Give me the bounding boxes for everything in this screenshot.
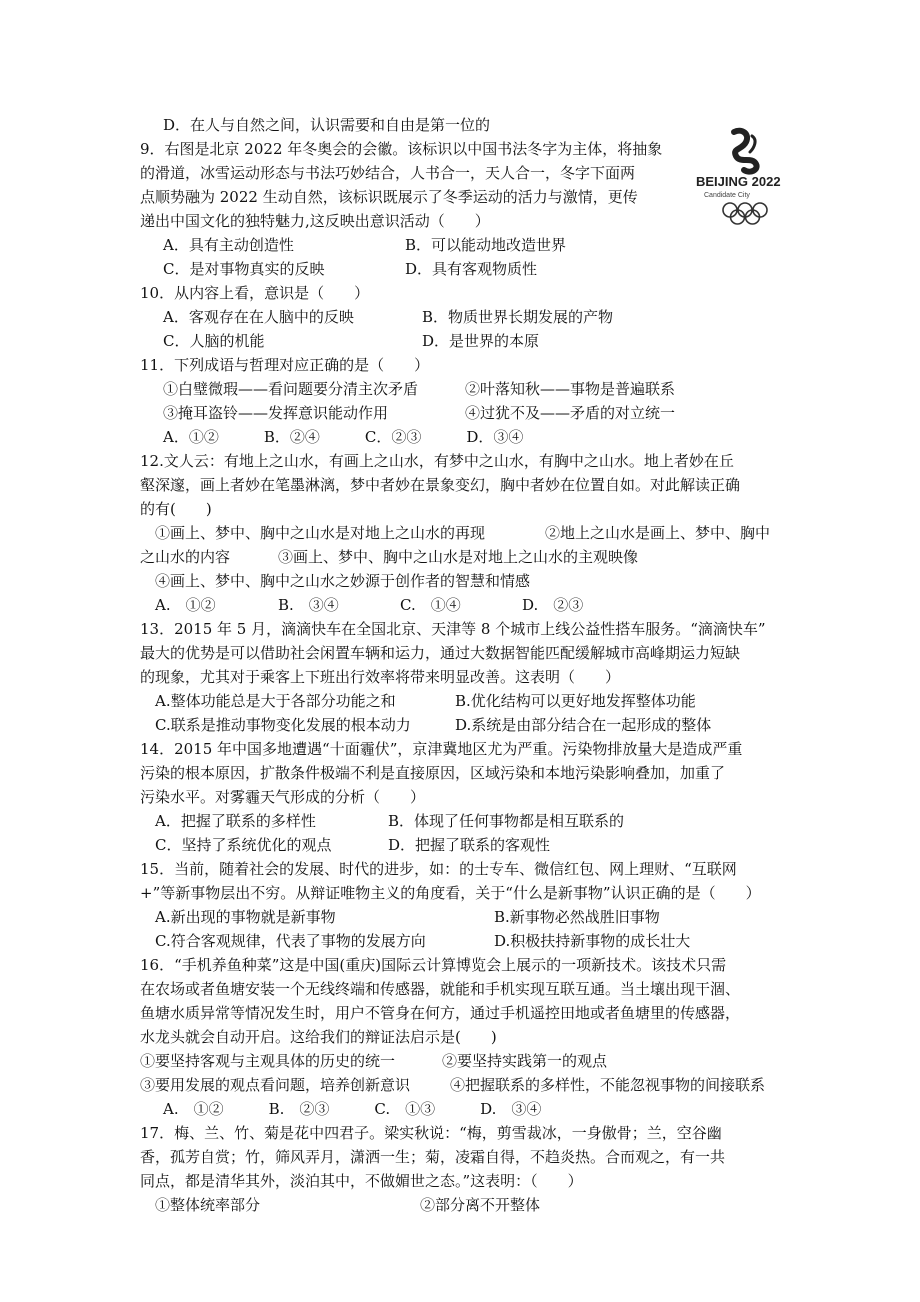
q16-stem-line1: 16．“手机养鱼种菜”这是中国(重庆)国际云计算博览会上展示的一项新技术。该技术只需 xyxy=(140,956,727,974)
q13-stem-line3: 的现象，尤其对于乘客上下班出行效率将带来明显改善。这表明（ ） xyxy=(140,668,621,686)
q11-item-4: ④过犹不及——矛盾的对立统一 xyxy=(465,404,676,422)
q13-option-d: D.系统是由部分结合在一起形成的整体 xyxy=(455,716,712,734)
q12-option-b: B. ③④ xyxy=(278,596,339,614)
q16-item-2: ②要坚持实践第一的观点 xyxy=(442,1052,608,1070)
beijing-2022-emblem xyxy=(692,126,802,226)
q12-item-4: ④画上、梦中、胸中之山水之妙源于创作者的智慧和情感 xyxy=(155,572,531,590)
q12-stem-line2: 壑深邃，画上者妙在笔墨淋漓，梦中者妙在景象变幻，胸中者妙在位置自如。对此解读正确 xyxy=(140,476,741,494)
q13-option-c: C.联系是推动事物变化发展的根本动力 xyxy=(155,716,411,734)
q12-item-1: ①画上、梦中、胸中之山水是对地上之山水的再现 xyxy=(155,524,486,542)
q11-stem: 11．下列成语与哲理对应正确的是（ ） xyxy=(140,356,430,374)
q9-stem-line1: 9．右图是北京 2022 年冬奥会的会徽。该标识以中国书法冬字为主体，将抽象 xyxy=(140,140,663,158)
q12-stem-line1: 12.文人云：有地上之山水，有画上之山水，有梦中之山水，有胸中之山水。地上者妙在丘 xyxy=(140,452,734,470)
q10-option-c: C．人脑的机能 xyxy=(163,332,265,350)
q16-item-4: ④把握联系的多样性，不能忽视事物的间接联系 xyxy=(450,1076,766,1094)
q17-item-1: ①整体统率部分 xyxy=(155,1196,261,1214)
q13-option-b: B.优化结构可以更好地发挥整体功能 xyxy=(455,692,696,710)
q9-stem-line3: 点顺势融为 2022 生动自然，该标识既展示了冬季运动的活力与激情，更传 xyxy=(140,188,638,206)
q14-stem-line1: 14．2015 年中国多地遭遇“十面霾伏”，京津冀地区尤为严重。污染物排放量大是造成严重 xyxy=(140,740,743,758)
q10-option-d: D．是世界的本原 xyxy=(422,332,540,350)
q12-option-d: D. ②③ xyxy=(522,596,584,614)
q16-item-1: ①要坚持客观与主观具体的历史的统一 xyxy=(140,1052,396,1070)
q17-stem-line1: 17．梅、兰、竹、菊是花中四君子。梁实秋说：“梅，剪雪裁冰，一身傲骨；兰，空谷幽 xyxy=(140,1124,722,1142)
q14-option-d: D．把握了联系的客观性 xyxy=(388,836,551,854)
q17-item-2: ②部分离不开整体 xyxy=(420,1196,541,1214)
q9-option-d: D．具有客观物质性 xyxy=(405,260,538,278)
q14-stem-line2: 污染的根本原因，扩散条件极端不利是直接原因，区域污染和本地污染影响叠加，加重了 xyxy=(140,764,726,782)
q13-stem-line1: 13．2015 年 5 月，滴滴快车在全国北京、天津等 8 个城市上线公益性搭车服务。“滴滴快车” xyxy=(140,620,766,638)
q10-stem: 10．从内容上看，意识是（ ） xyxy=(140,284,370,302)
q14-option-c: C．坚持了系统优化的观点 xyxy=(155,836,332,854)
q16-stem-line3: 鱼塘水质异常等情况发生时，用户不管身在何方，通过手机遥控田地或者鱼塘里的传感器， xyxy=(140,1004,741,1022)
q12-item-3: ③画上、梦中、胸中之山水是对地上之山水的主观映像 xyxy=(278,548,639,566)
q12-option-c: C. ①④ xyxy=(400,596,461,614)
q8-option-d: D．在人与自然之间，认识需要和自由是第一位的 xyxy=(163,116,491,134)
q10-option-b: B．物质世界长期发展的产物 xyxy=(422,308,614,326)
q15-option-c: C.符合客观规律，代表了事物的发展方向 xyxy=(155,932,426,950)
q10-option-a: A．客观存在在人脑中的反映 xyxy=(163,308,354,326)
q9-option-a: A．具有主动创造性 xyxy=(163,236,294,254)
q11-item-3: ③掩耳盗铃——发挥意识能动作用 xyxy=(163,404,389,422)
q9-option-c: C．是对事物真实的反映 xyxy=(163,260,325,278)
logo-subtitle: Candidate City xyxy=(704,192,750,199)
q12-option-a: A. ①② xyxy=(155,596,216,614)
q11-options: A．①② B．②④ C．②③ D．③④ xyxy=(163,428,524,446)
q16-stem-line2: 在农场或者鱼塘安装一个无线终端和传感器，就能和手机实现互联互通。当土壤出现干涸、 xyxy=(140,980,741,998)
q11-item-2: ②叶落知秋——事物是普遍联系 xyxy=(465,380,676,398)
q9-stem-line2: 的滑道，冰雪运动形态与书法巧妙结合，人书合一，天人合一，冬字下面两 xyxy=(140,164,636,182)
q13-option-a: A.整体功能总是大于各部分功能之和 xyxy=(155,692,396,710)
q12-stem-line3: 的有( ) xyxy=(140,500,212,518)
q11-item-1: ①白璧微瑕——看问题要分清主次矛盾 xyxy=(163,380,419,398)
q15-option-d: D.积极扶持新事物的成长壮大 xyxy=(494,932,691,950)
q9-option-b: B．可以能动地改造世界 xyxy=(405,236,567,254)
logo-wordmark: BEIJING 2022 xyxy=(696,174,781,189)
q12-item-2-cont: 之山水的内容 xyxy=(140,548,231,566)
q14-option-a: A．把握了联系的多样性 xyxy=(155,812,316,830)
q14-option-b: B．体现了任何事物都是相互联系的 xyxy=(388,812,625,830)
q15-stem-line1: 15．当前，随着社会的发展、时代的进步，如：的士专车、微信红包、网上理财、“互联网 xyxy=(140,860,737,878)
q17-stem-line3: 同点，都是清华其外，淡泊其中，不做媚世之态。”这表明：（ ） xyxy=(140,1172,583,1190)
q16-options: A. ①② B. ②③ C. ①③ D. ③④ xyxy=(163,1100,542,1118)
q15-option-a: A.新出现的事物就是新事物 xyxy=(155,908,336,926)
q16-item-3: ③要用发展的观点看问题，培养创新意识 xyxy=(140,1076,411,1094)
q17-stem-line2: 香，孤芳自赏；竹，筛风弄月，潇洒一生；菊，凌霜自得，不趋炎热。合而观之，有一共 xyxy=(140,1148,726,1166)
q15-option-b: B.新事物必然战胜旧事物 xyxy=(494,908,660,926)
q9-stem-line4: 递出中国文化的独特魅力,这反映出意识活动（ ） xyxy=(140,212,490,230)
winter-olympic-logo-icon xyxy=(692,126,802,226)
q12-item-2: ②地上之山水是画上、梦中、胸中 xyxy=(545,524,771,542)
q13-stem-line2: 最大的优势是可以借助社会闲置车辆和运力，通过大数据智能匹配缓解城市高峰期运力短缺 xyxy=(140,644,741,662)
q16-stem-line4: 水龙头就会自动开启。这给我们的辩证法启示是( ) xyxy=(140,1028,497,1046)
q15-stem-line2: +”等新事物层出不穷。从辩证唯物主义的角度看，关于“什么是新事物”认识正确的是（ ） xyxy=(140,884,761,902)
q14-stem-line3: 污染水平。对雾霾天气形成的分析（ ） xyxy=(140,788,426,806)
